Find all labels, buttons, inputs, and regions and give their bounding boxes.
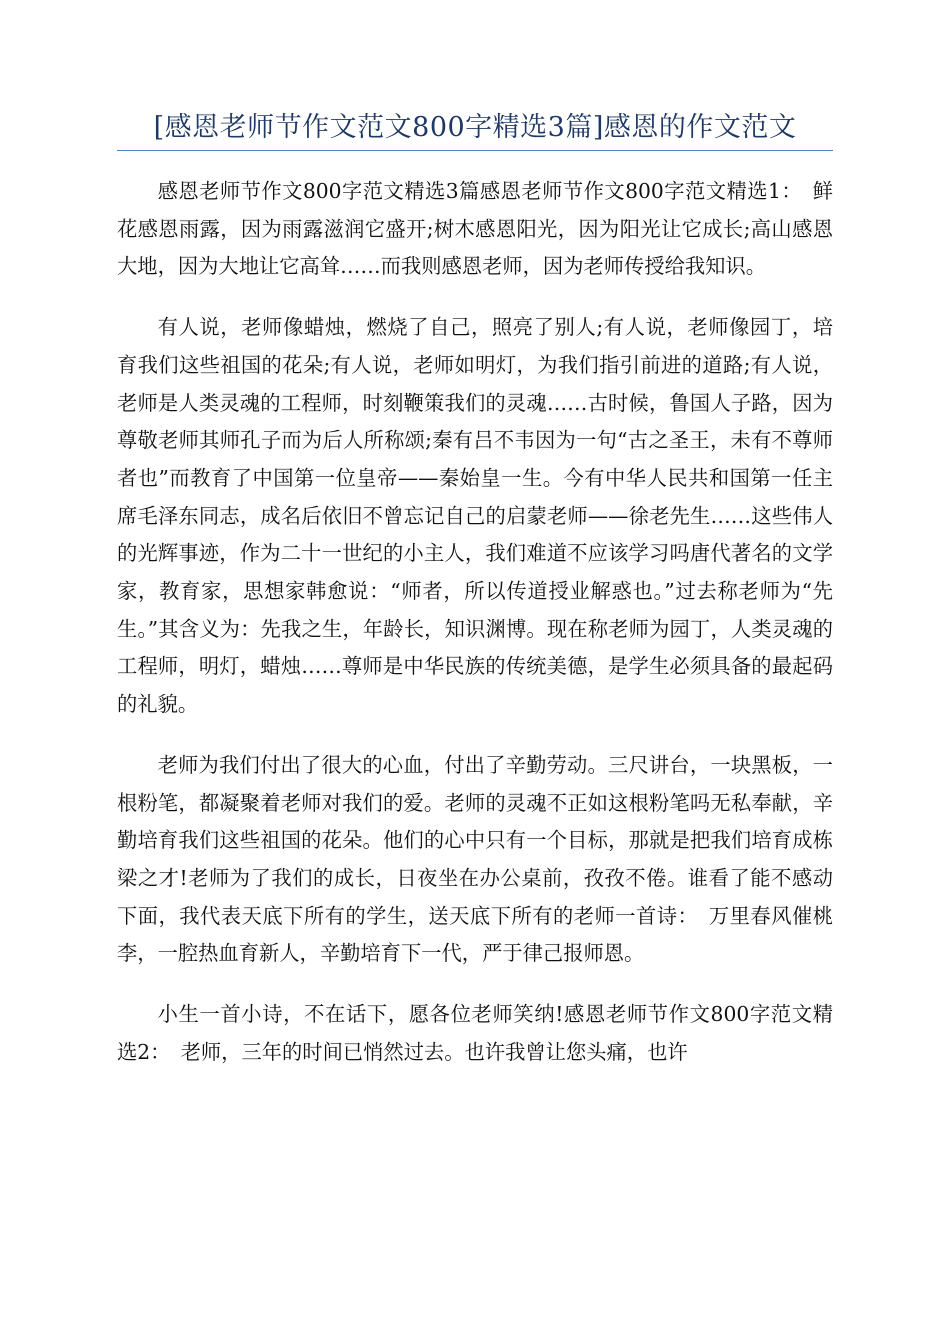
paragraph-2: 有人说，老师像蜡烛，燃烧了自己，照亮了别人;有人说，老师像园丁，培育我们这些祖国的花朵;有人说，老师如明灯，为我们指引前进的道路;有人说，老师是人类灵魂的工程师，时刻鞭策我们的灵魂……古时候，鲁国人子路，因为尊敬老师其师孔子而为后人所称颂;秦有吕不韦因为一句“古之圣王，未有不尊师者也”而教育了中国第一位皇帝——秦始皇一生。今有中华人民共和国第一任主席毛泽东同志，成名后依旧不曾忘记自己的启蒙老师——徐老先生……这些伟人的光辉事迹，作为二十一世纪的小主人，我们难道不应该学习吗唐代著名的文学家，教育家，思想家韩愈说：“师者，所以传道授业解惑也。”过去称老师为“先生。”其含义为：先我之生，年龄长，知识渊博。现在称老师为园丁，人类灵魂的工程师，明灯，蜡烛……尊师是中华民族的传统美德，是学生必须具备的最起码的礼貌。 [117,315,833,717]
document-body [117,173,833,1094]
paragraph-4: 小生一首小诗，不在话下，愿各位老师笑纳!感恩老师节作文800字范文精选2： 老师，三年的时间已悄然过去。也许我曾让您头痛，也许 [117,1002,833,1064]
document-title: [感恩老师节作文范文800字精选3篇]感恩的作文范文 [117,108,833,151]
paragraph-1: 感恩老师节作文800字范文精选3篇感恩老师节作文800字范文精选1： 鲜花感恩雨露，因为雨露滋润它盛开;树木感恩阳光，因为阳光让它成长;高山感恩大地，因为大地让它高耸……而我则感恩老师，因为老师传授给我知识。 [117,179,833,279]
paragraph-3: 老师为我们付出了很大的心血，付出了辛勤劳动。三尺讲台，一块黑板，一根粉笔，都凝聚着老师对我们的爱。老师的灵魂不正如这根粉笔吗无私奉献，辛勤培育我们这些祖国的花朵。他们的心中只有一个目标，那就是把我们培育成栋梁之才!老师为了我们的成长，日夜坐在办公桌前，孜孜不倦。谁看了能不感动下面，我代表天底下所有的学生，送天底下所有的老师一首诗： 万里春风催桃李，一腔热血育新人，辛勤培育下一代，严于律己报师恩。 [117,752,833,966]
